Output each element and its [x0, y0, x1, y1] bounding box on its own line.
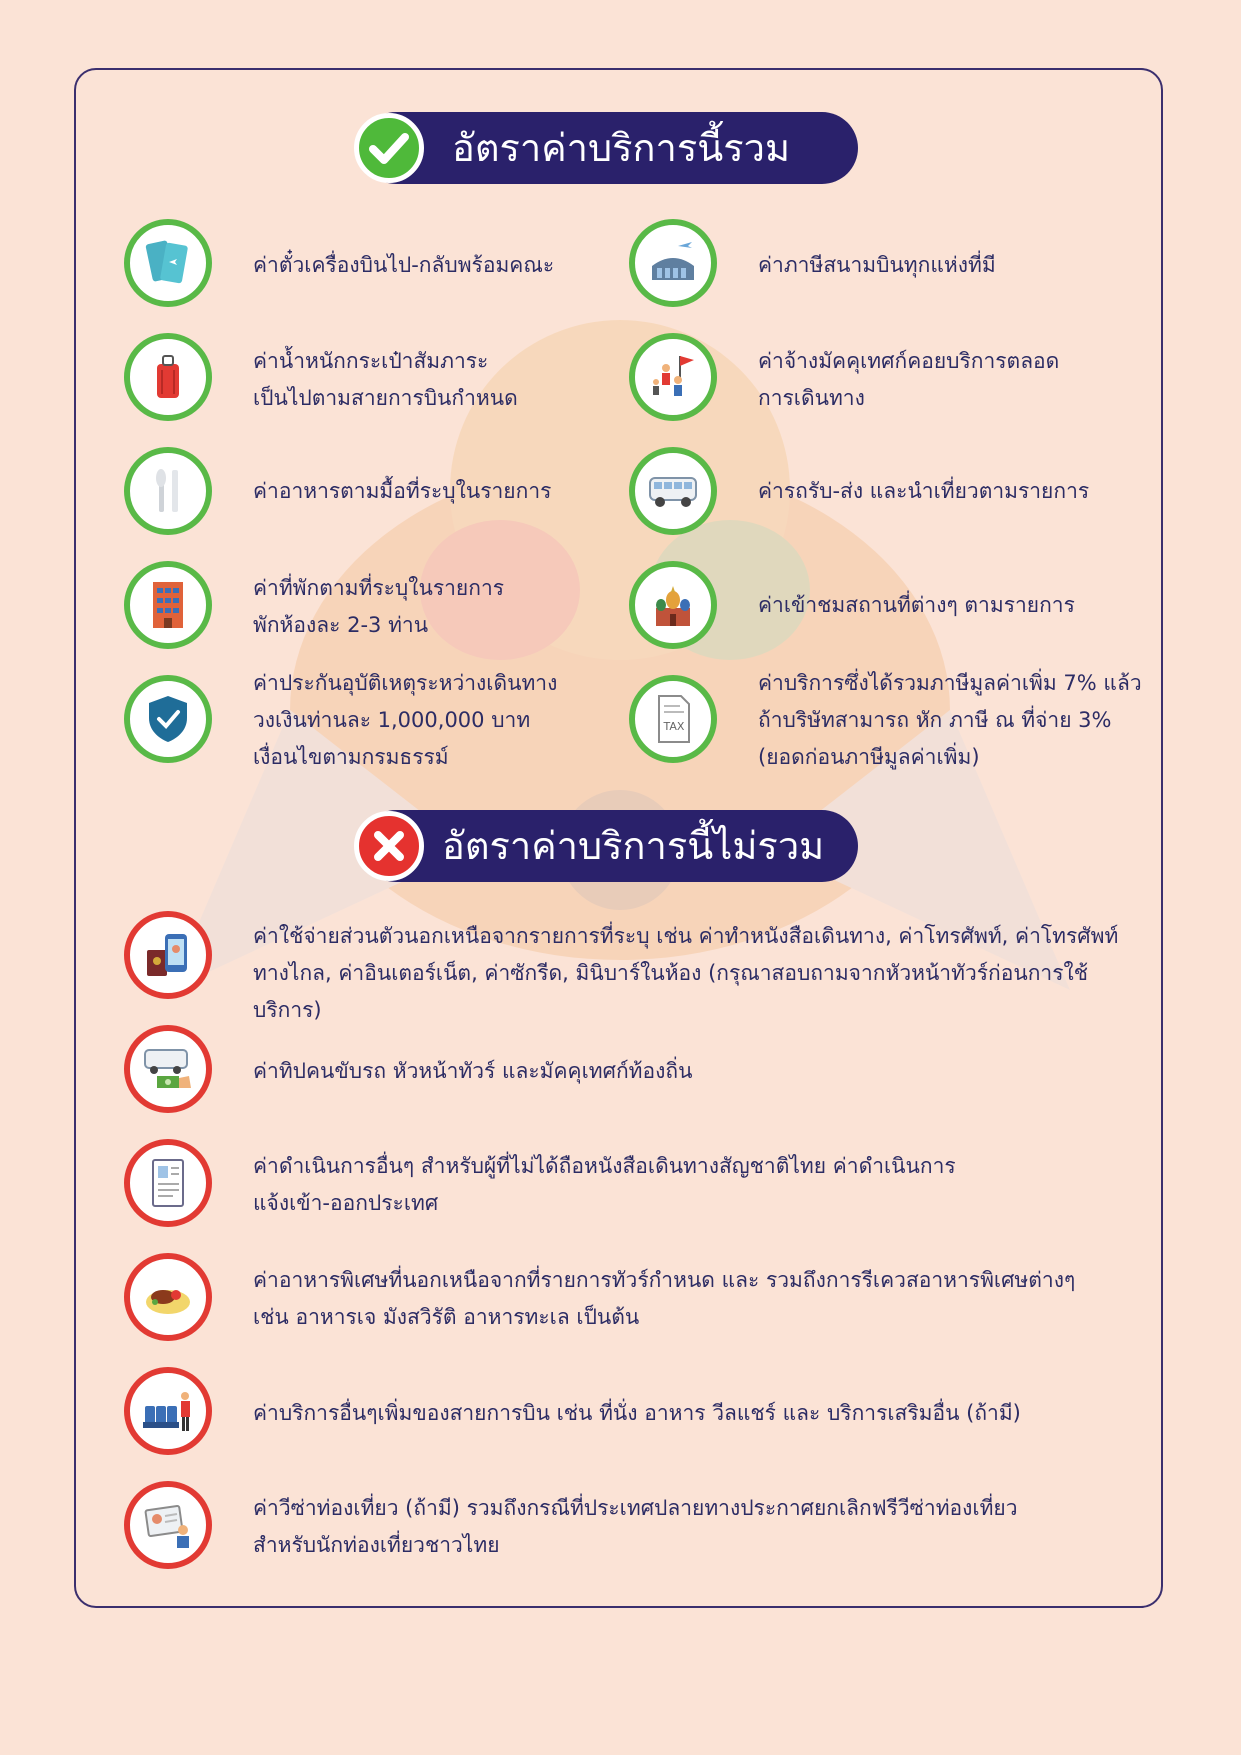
check-icon	[354, 113, 424, 183]
bus-tip-icon	[124, 1025, 212, 1113]
included-right-3-text: ค่ารถรับ-ส่ง และนำเที่ยวตามรายการ	[758, 479, 1090, 503]
included-right-4-text: ค่าเข้าชมสถานที่ต่างๆ ตามรายการ	[758, 593, 1075, 617]
tax-document-icon	[629, 675, 717, 763]
included-right-5-text: ค่าบริการซึ่งได้รวมภาษีมูลค่าเพิ่ม 7% แล้ว ถ้าบริษัทสามารถ หัก ภาษี ณ ที่จ่าย 3% (ยอดก่อนภาษีมูลค่าเพิ่ม)	[758, 671, 1142, 769]
document-icon	[124, 1139, 212, 1227]
included-left-2-text: ค่าน้ำหนักกระเป๋าสัมภาระ เป็นไปตามสายการบินกำหนด	[253, 349, 518, 410]
passport-phone-icon	[124, 911, 212, 999]
included-title: อัตราค่าบริการนี้รวม	[360, 112, 858, 184]
svg-text:TAX: TAX	[663, 720, 685, 733]
airport-icon	[629, 219, 717, 307]
cathedral-icon	[629, 561, 717, 649]
shield-check-icon	[124, 675, 212, 763]
hotel-icon	[124, 561, 212, 649]
excluded-6-text: ค่าวีซ่าท่องเที่ยว (ถ้ามี) รวมถึงกรณีที่ประเทศปลายทางประกาศยกเลิกฟรีวีซ่าท่องเที่ยว สำหรับนักท่องเที่ยวชาวไทย	[253, 1496, 1018, 1557]
fork-knife-icon	[124, 447, 212, 535]
airline-seat-icon	[124, 1367, 212, 1455]
included-left-3-text: ค่าอาหารตามมื้อที่ระบุในรายการ	[253, 479, 552, 503]
included-left-4-text: ค่าที่พักตามที่ระบุในรายการ พักห้องละ 2-3 ท่าน	[253, 576, 505, 637]
special-meal-icon	[124, 1253, 212, 1341]
excluded-2-text: ค่าทิปคนขับรถ หัวหน้าทัวร์ และมัคคุเทศก์ท้องถิ่น	[253, 1059, 693, 1083]
bus-icon	[629, 447, 717, 535]
excluded-5-text: ค่าบริการอื่นๆเพิ่มของสายการบิน เช่น ที่นั่ง อาหาร วีลแชร์ และ บริการเสริมอื่น (ถ้ามี)	[253, 1401, 1021, 1425]
excluded-title: อัตราค่าบริการนี้ไม่รวม	[360, 810, 858, 882]
tour-guide-icon	[629, 333, 717, 421]
excluded-4-text: ค่าอาหารพิเศษที่นอกเหนือจากที่รายการทัวร์กำหนด และ รวมถึงการรีเควสอาหารพิเศษต่างๆ เช่น อาหารเจ มังสวิรัติ อาหารทะเล เป็นต้น	[253, 1268, 1076, 1329]
x-icon	[354, 811, 424, 881]
visa-icon	[124, 1481, 212, 1569]
included-left-1-text: ค่าตั๋วเครื่องบินไป-กลับพร้อมคณะ	[253, 253, 555, 277]
plane-ticket-icon	[124, 219, 212, 307]
suitcase-icon	[124, 333, 212, 421]
included-left-5-text: ค่าประกันอุบัติเหตุระหว่างเดินทาง วงเงินท่านละ 1,000,000 บาท เงื่อนไขตามกรมธรรม์	[253, 671, 558, 769]
included-right-2-text: ค่าจ้างมัคคุเทศก์คอยบริการตลอด การเดินทาง	[758, 349, 1060, 410]
included-right-1-text: ค่าภาษีสนามบินทุกแห่งที่มี	[758, 253, 996, 277]
excluded-1-text: ค่าใช้จ่ายส่วนตัวนอกเหนือจากรายการที่ระบุ เช่น ค่าทำหนังสือเดินทาง, ค่าโทรศัพท์, ค่าโทรศัพท์ ทางไกล, ค่าอินเตอร์เน็ต, ค่าซักรีด, มินิบาร์ในห้อง (กรุณาสอบถามจากหัวหน้าทัวร์ก่อนการใช้บริการ)	[253, 924, 1119, 1022]
excluded-3-text: ค่าดำเนินการอื่นๆ สำหรับผู้ที่ไม่ได้ถือหนังสือเดินทางสัญชาติไทย ค่าดำเนินการ แจ้งเข้า-ออกประเทศ	[253, 1154, 956, 1215]
